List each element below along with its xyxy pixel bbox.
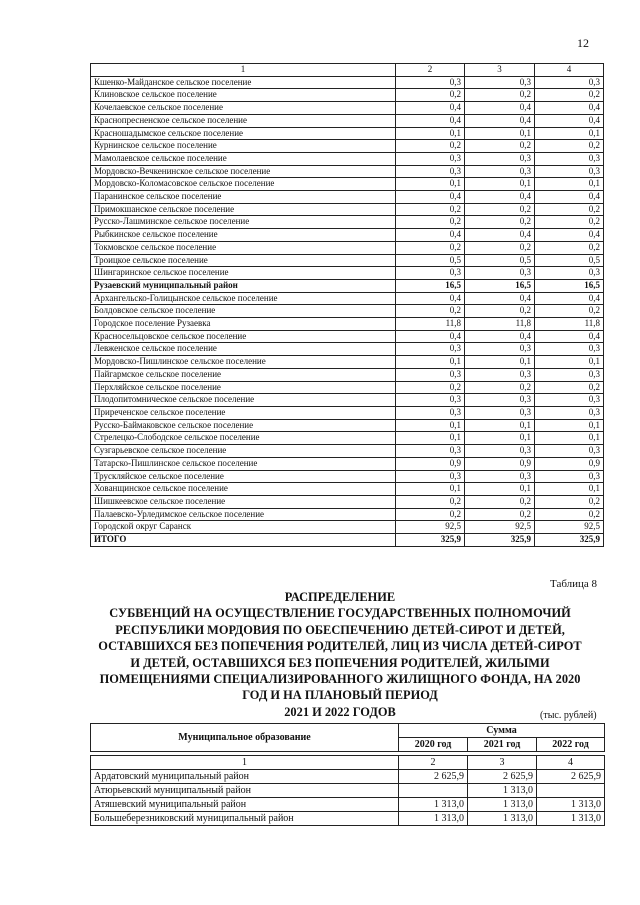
municipality-cell: Паранинское сельское поселение	[91, 191, 396, 204]
table-row	[91, 254, 604, 267]
title-line: 2021 И 2022 ГОДОВ	[284, 704, 396, 719]
value-2020-cell: 0,3	[396, 152, 465, 165]
value-2020-cell: 0,2	[396, 508, 465, 521]
value-2022-cell: 0,3	[535, 406, 604, 419]
value-2020-cell: 0,2	[396, 381, 465, 394]
value-2022-cell: 2 625,9	[537, 770, 605, 784]
table-header-row	[91, 724, 605, 738]
value-2021-cell: 0,4	[465, 191, 535, 204]
value-2022-cell: 0,2	[535, 305, 604, 318]
value-2020-cell: 0,3	[396, 445, 465, 458]
municipality-cell: Левженское сельское поселение	[91, 343, 396, 356]
value-2021-cell: 0,3	[465, 267, 535, 280]
value-2021-cell: 92,5	[465, 521, 535, 534]
value-2022-cell: 16,5	[535, 279, 604, 292]
municipality-cell: Сузгарьевское сельское поселение	[91, 445, 396, 458]
value-2021-cell: 16,5	[465, 279, 535, 292]
value-2022-cell: 0,1	[535, 432, 604, 445]
value-2020-cell: 0,4	[396, 191, 465, 204]
value-2022-cell: 0,2	[535, 381, 604, 394]
value-2020-cell: 0,2	[396, 203, 465, 216]
value-2020-cell: 0,2	[396, 495, 465, 508]
value-2022-cell: 0,3	[535, 343, 604, 356]
table-row	[91, 267, 604, 280]
value-2020-cell: 0,1	[396, 419, 465, 432]
value-2021-cell: 0,3	[465, 368, 535, 381]
municipality-cell: Шингаринское сельское поселение	[91, 267, 396, 280]
value-2020-cell: 325,9	[396, 534, 465, 547]
municipality-cell: Красношадымское сельское поселение	[91, 127, 396, 140]
value-2020-cell: 0,3	[396, 394, 465, 407]
table-row	[91, 178, 604, 191]
table-row	[91, 89, 604, 102]
municipality-cell: Татарско-Пишлинское сельское поселение	[91, 457, 396, 470]
table-8	[90, 723, 605, 826]
table-row	[91, 798, 605, 812]
table-row	[91, 305, 604, 318]
municipality-cell: Плодопитомническое сельское поселение	[91, 394, 396, 407]
title-line: СУБВЕНЦИЙ НА ОСУЩЕСТВЛЕНИЕ ГОСУДАРСТВЕННЫХ ПОЛНОМОЧИЙ	[109, 606, 571, 621]
municipality-cell: Троицкое сельское поселение	[91, 254, 396, 267]
value-2021-cell: 0,2	[465, 140, 535, 153]
value-2020-cell: 0,4	[396, 229, 465, 242]
value-2022-cell: 0,2	[535, 216, 604, 229]
value-2020-cell: 0,1	[396, 127, 465, 140]
municipality-cell: Краснопресненское сельское поселение	[91, 114, 396, 127]
table-row	[91, 127, 604, 140]
value-2021-cell: 0,2	[465, 495, 535, 508]
value-2020-cell: 0,3	[396, 267, 465, 280]
value-2021-cell: 0,1	[465, 356, 535, 369]
value-2022-cell: 325,9	[535, 534, 604, 547]
value-2022-cell: 0,4	[535, 330, 604, 343]
value-2020-cell: 0,4	[396, 330, 465, 343]
value-2022-cell: 0,4	[535, 292, 604, 305]
value-2020-cell: 0,4	[396, 102, 465, 115]
value-2020-cell: 0,3	[396, 76, 465, 89]
title-line: ГОД И НА ПЛАНОВЫЙ ПЕРИОД	[242, 688, 438, 703]
value-2022-cell: 11,8	[535, 318, 604, 331]
table-row	[91, 152, 604, 165]
title-line: И ДЕТЕЙ, ОСТАВШИХСЯ БЕЗ ПОПЕЧЕНИЯ РОДИТЕЛЕЙ, ЖИЛЫМИ	[130, 655, 550, 670]
value-2021-cell: 0,2	[465, 241, 535, 254]
value-2020-cell: 0,2	[396, 89, 465, 102]
value-2022-cell: 0,4	[535, 102, 604, 115]
value-2021-cell: 1 313,0	[468, 784, 537, 798]
table-row	[91, 381, 604, 394]
page-number: 12	[577, 36, 589, 50]
value-2022-cell: 0,3	[535, 445, 604, 458]
municipality-cell: Атюрьевский муниципальный район	[91, 784, 399, 798]
value-2021-cell: 0,3	[465, 445, 535, 458]
column-number-row	[91, 756, 605, 770]
municipality-cell: Пайгармское сельское поселение	[91, 368, 396, 381]
value-2022-cell: 0,4	[535, 114, 604, 127]
municipality-cell: Трускляйское сельское поселение	[91, 470, 396, 483]
table-row	[91, 330, 604, 343]
table-row	[91, 102, 604, 115]
title-line: ОСТАВШИХСЯ БЕЗ ПОПЕЧЕНИЯ РОДИТЕЛЕЙ, ЛИЦ ИЗ ЧИСЛА ДЕТЕЙ-СИРОТ	[98, 639, 582, 654]
municipality-cell: Городское поселение Рузаевка	[91, 318, 396, 331]
value-2020-cell: 0,5	[396, 254, 465, 267]
value-2022-cell: 0,3	[535, 165, 604, 178]
table-row	[91, 483, 604, 496]
table-row	[91, 140, 604, 153]
table-row	[91, 76, 604, 89]
value-2022-cell: 0,1	[535, 127, 604, 140]
table-row	[91, 432, 604, 445]
value-2021-cell: 0,3	[465, 152, 535, 165]
municipality-cell: Городской округ Саранск	[91, 521, 396, 534]
value-2022-cell: 0,3	[535, 368, 604, 381]
table-row	[91, 318, 604, 331]
value-2021-cell: 0,2	[465, 305, 535, 318]
value-2020-cell: 2 625,9	[399, 770, 468, 784]
value-2022-cell: 0,2	[535, 140, 604, 153]
value-2021-cell: 2 625,9	[468, 770, 537, 784]
table-row	[91, 203, 604, 216]
municipality-cell: Клиновское сельское поселение	[91, 89, 396, 102]
table-row	[91, 279, 604, 292]
value-2022-cell: 0,4	[535, 191, 604, 204]
municipality-cell: Мордовско-Коломасовское сельское поселение	[91, 178, 396, 191]
municipality-cell: Палаевско-Урледимское сельское поселение	[91, 508, 396, 521]
value-2021-cell: 0,2	[465, 381, 535, 394]
col-number-2: 2	[399, 756, 468, 770]
municipality-cell: Примокшанское сельское поселение	[91, 203, 396, 216]
municipality-cell: Кшенко-Майданское сельское поселение	[91, 76, 396, 89]
table-row	[91, 229, 604, 242]
header-col-4: 4	[535, 64, 604, 77]
municipality-cell: Болдовское сельское поселение	[91, 305, 396, 318]
value-2022-cell: 0,2	[535, 203, 604, 216]
value-2021-cell: 0,1	[465, 432, 535, 445]
title-line: РАСПРЕДЕЛЕНИЕ	[284, 590, 396, 604]
title-line: ПОМЕЩЕНИЯМИ СПЕЦИАЛИЗИРОВАННОГО ЖИЛИЩНОГО ФОНДА, НА 2020	[99, 672, 581, 687]
table-header-row	[91, 64, 604, 77]
municipality-cell: Мордовско-Пишлинское сельское поселение	[91, 356, 396, 369]
municipality-cell: Шишкеевское сельское поселение	[91, 495, 396, 508]
value-2021-cell: 0,1	[465, 483, 535, 496]
municipality-cell: Приреченское сельское поселение	[91, 406, 396, 419]
value-2021-cell: 0,4	[465, 330, 535, 343]
header-municipality: Муниципальное образование	[91, 724, 399, 752]
value-2020-cell: 0,9	[396, 457, 465, 470]
value-2020-cell: 0,1	[396, 178, 465, 191]
title-line: РЕСПУБЛИКИ МОРДОВИЯ ПО ОБЕСПЕЧЕНИЮ ДЕТЕЙ-СИРОТ И ДЕТЕЙ,	[115, 622, 565, 637]
table-row	[91, 216, 604, 229]
table-row	[91, 191, 604, 204]
municipality-cell: Токмовское сельское поселение	[91, 241, 396, 254]
header-year-2022: 2022 год	[537, 738, 605, 752]
value-2022-cell: 0,9	[535, 457, 604, 470]
value-2020-cell: 1 313,0	[399, 798, 468, 812]
value-2021-cell: 0,2	[465, 203, 535, 216]
value-2020-cell: 1 313,0	[399, 812, 468, 826]
value-2021-cell: 0,1	[465, 178, 535, 191]
value-2020-cell: 0,4	[396, 114, 465, 127]
municipality-cell: Ардатовский муниципальный район	[91, 770, 399, 784]
municipality-cell: Рыбкинское сельское поселение	[91, 229, 396, 242]
value-2021-cell: 0,4	[465, 229, 535, 242]
value-2020-cell: 0,3	[396, 470, 465, 483]
municipality-cell: Русско-Баймаковское сельское поселение	[91, 419, 396, 432]
value-2022-cell: 0,5	[535, 254, 604, 267]
header-year-2021: 2021 год	[468, 738, 537, 752]
value-2022-cell: 0,1	[535, 178, 604, 191]
municipality-cell: Красносельцовское сельское поселение	[91, 330, 396, 343]
municipality-cell: Стрелецко-Слободское сельское поселение	[91, 432, 396, 445]
table-row	[91, 165, 604, 178]
municipality-cell: Мамолаевское сельское поселение	[91, 152, 396, 165]
value-2020-cell: 0,2	[396, 140, 465, 153]
value-2021-cell: 0,9	[465, 457, 535, 470]
value-2022-cell: 0,2	[535, 495, 604, 508]
table-row	[91, 770, 605, 784]
value-2022-cell: 92,5	[535, 521, 604, 534]
value-2021-cell: 0,3	[465, 343, 535, 356]
value-2022-cell: 0,2	[535, 89, 604, 102]
municipality-cell: Большеберезниковский муниципальный район	[91, 812, 399, 826]
value-2020-cell: 0,4	[396, 292, 465, 305]
value-2022-cell	[537, 784, 605, 798]
value-2022-cell: 0,3	[535, 470, 604, 483]
value-2021-cell: 1 313,0	[468, 812, 537, 826]
municipality-cell: Архангельско-Голицынское сельское поселение	[91, 292, 396, 305]
section-title	[60, 589, 620, 720]
table-row	[91, 508, 604, 521]
value-2022-cell: 1 313,0	[537, 798, 605, 812]
table-row	[91, 495, 604, 508]
col-number-1: 1	[91, 756, 399, 770]
value-2021-cell: 0,4	[465, 114, 535, 127]
col-number-4: 4	[537, 756, 605, 770]
value-2020-cell: 92,5	[396, 521, 465, 534]
value-2021-cell: 0,3	[465, 394, 535, 407]
municipality-cell: Русско-Лашминское сельское поселение	[91, 216, 396, 229]
value-2020-cell: 0,1	[396, 432, 465, 445]
table-row	[91, 114, 604, 127]
header-col-2: 2	[396, 64, 465, 77]
value-2020-cell: 16,5	[396, 279, 465, 292]
value-2022-cell: 0,1	[535, 356, 604, 369]
header-year-2020: 2020 год	[399, 738, 468, 752]
municipality-cell: Хованщинское сельское поселение	[91, 483, 396, 496]
col-number-3: 3	[468, 756, 537, 770]
value-2022-cell: 0,3	[535, 394, 604, 407]
table-row	[91, 292, 604, 305]
table-row	[91, 521, 604, 534]
value-2020-cell	[399, 784, 468, 798]
value-2020-cell: 0,2	[396, 305, 465, 318]
value-2022-cell: 1 313,0	[537, 812, 605, 826]
value-2021-cell: 325,9	[465, 534, 535, 547]
value-2022-cell: 0,1	[535, 419, 604, 432]
value-2021-cell: 0,4	[465, 292, 535, 305]
municipality-cell: ИТОГО	[91, 534, 396, 547]
table-row	[91, 368, 604, 381]
value-2020-cell: 0,3	[396, 343, 465, 356]
value-2021-cell: 0,5	[465, 254, 535, 267]
value-2021-cell: 11,8	[465, 318, 535, 331]
table-row	[91, 457, 604, 470]
subvention-table-continued	[90, 63, 604, 547]
table-row	[91, 356, 604, 369]
header-col-3: 3	[465, 64, 535, 77]
table-row	[91, 394, 604, 407]
value-2020-cell: 0,2	[396, 216, 465, 229]
table-row	[91, 784, 605, 798]
value-2021-cell: 0,1	[465, 127, 535, 140]
value-2021-cell: 0,3	[465, 76, 535, 89]
table-row	[91, 419, 604, 432]
value-2022-cell: 0,1	[535, 483, 604, 496]
value-2021-cell: 0,1	[465, 419, 535, 432]
municipality-cell: Перхляйское сельское поселение	[91, 381, 396, 394]
value-2021-cell: 1 313,0	[468, 798, 537, 812]
municipality-cell: Курнинское сельское поселение	[91, 140, 396, 153]
value-2020-cell: 0,3	[396, 165, 465, 178]
header-col-1: 1	[91, 64, 396, 77]
value-2020-cell: 0,1	[396, 356, 465, 369]
table-row	[91, 445, 604, 458]
value-2020-cell: 0,1	[396, 483, 465, 496]
value-2022-cell: 0,2	[535, 241, 604, 254]
value-2022-cell: 0,3	[535, 152, 604, 165]
value-2021-cell: 0,3	[465, 470, 535, 483]
municipality-cell: Мордовско-Вечкенинское сельское поселение	[91, 165, 396, 178]
value-2022-cell: 0,3	[535, 76, 604, 89]
table-label: Таблица 8	[550, 578, 598, 590]
value-2020-cell: 11,8	[396, 318, 465, 331]
value-2022-cell: 0,4	[535, 229, 604, 242]
value-2021-cell: 0,3	[465, 406, 535, 419]
value-2022-cell: 0,3	[535, 267, 604, 280]
table-row	[91, 241, 604, 254]
value-2021-cell: 0,2	[465, 216, 535, 229]
municipality-cell: Кочелаевское сельское поселение	[91, 102, 396, 115]
value-2020-cell: 0,2	[396, 241, 465, 254]
value-2021-cell: 0,2	[465, 508, 535, 521]
table-row	[91, 470, 604, 483]
table-row	[91, 812, 605, 826]
value-2020-cell: 0,3	[396, 368, 465, 381]
table-row	[91, 406, 604, 419]
municipality-cell: Рузаевский муниципальный район	[91, 279, 396, 292]
units-label: (тыс. рублей)	[540, 710, 597, 721]
value-2021-cell: 0,4	[465, 102, 535, 115]
table-row	[91, 534, 604, 547]
value-2020-cell: 0,3	[396, 406, 465, 419]
header-sum: Сумма	[399, 724, 605, 738]
value-2021-cell: 0,2	[465, 89, 535, 102]
value-2022-cell: 0,2	[535, 508, 604, 521]
table-row	[91, 343, 604, 356]
value-2021-cell: 0,3	[465, 165, 535, 178]
municipality-cell: Атяшевский муниципальный район	[91, 798, 399, 812]
